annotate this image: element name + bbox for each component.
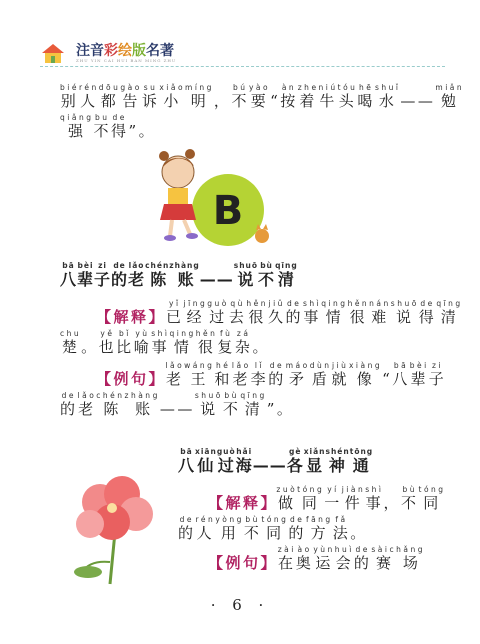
hanzi-char: 要yào	[248, 83, 271, 110]
hanzi-char: 情qing	[169, 329, 196, 356]
pinyin	[382, 361, 392, 370]
hanzi-char: 说shuō	[390, 299, 419, 326]
hanzi-char: ，	[214, 92, 232, 110]
pinyin: zá	[234, 329, 253, 338]
hanzi-char: 和hé	[214, 361, 232, 388]
hanzi-char: 很hěn	[347, 299, 370, 326]
hanzi-char: 方fāng	[305, 515, 333, 542]
hanzi-char: 很hěn	[195, 329, 218, 356]
pinyin: zuò	[276, 485, 298, 494]
idiom-1-title	[60, 262, 298, 295]
hanzi-char: 海hǎi	[235, 447, 253, 475]
example-label: 【例句】	[208, 554, 279, 572]
header-divider	[40, 66, 445, 67]
hanzi-char: 陈账chénzhàng	[96, 391, 160, 418]
pinyin: qing	[321, 299, 348, 308]
pinyin: yòng	[215, 515, 244, 524]
pinyin: gào	[120, 83, 142, 92]
hanzi-char: 。	[350, 524, 368, 542]
hanzi-char: 事shì	[302, 299, 322, 326]
pinyin: bù	[222, 391, 241, 400]
hanzi-char: 得de	[418, 299, 437, 326]
hanzi-char: 老lǎo	[165, 361, 185, 388]
pinyin: máo	[285, 361, 310, 370]
idiom-2-example-line-1	[208, 546, 425, 578]
hanzi-char: 仙xiān	[195, 447, 217, 475]
pinyin: jiàn	[341, 485, 366, 494]
pinyin: niú	[318, 83, 338, 92]
hanzi-char: 情qing	[321, 299, 348, 326]
pinyin: hē	[357, 83, 375, 92]
hanzi-char: 喝hē	[357, 83, 375, 110]
pinyin: shuō	[390, 299, 419, 308]
pinyin: bù	[400, 485, 419, 494]
hanzi-char: 老lǎo	[231, 361, 251, 388]
page-number: · 6 ·	[210, 596, 270, 614]
hanzi-char: 老lǎo	[128, 261, 146, 289]
pinyin: fù	[217, 329, 235, 338]
pinyin: lǎo	[77, 391, 97, 400]
pinyin: bu	[93, 113, 111, 122]
pinyin: nán	[369, 299, 391, 308]
hanzi-char: 得de	[110, 113, 129, 140]
hanzi-char: 清qīng	[240, 391, 267, 418]
pinyin: zài	[277, 545, 296, 554]
pinyin: bǐ	[116, 329, 134, 338]
hanzi-char: 同tóng	[418, 485, 446, 512]
pinyin	[267, 391, 295, 400]
hanzi-char: 盾dùn	[309, 361, 332, 388]
hanzi-char: 奥ào	[295, 545, 314, 572]
hanzi-char: 不bú	[231, 83, 249, 110]
hanzi-char: 就jiù	[331, 361, 349, 388]
hanzi-char: ”。	[267, 400, 295, 418]
hanzi-char: 在zài	[277, 545, 296, 572]
hanzi-char: 很hěn	[246, 299, 268, 326]
hanzi-char: 别bié	[60, 83, 79, 110]
pinyin: wáng	[184, 361, 215, 370]
pinyin	[214, 83, 232, 92]
pinyin: qiǎng	[60, 113, 94, 122]
hanzi-char: 经jīng	[183, 299, 208, 326]
hanzi-char: 人rén	[195, 515, 216, 542]
pinyin: chénzhàng	[96, 391, 160, 400]
pinyin: zi	[94, 261, 112, 270]
hanzi-char: ——	[200, 270, 234, 289]
pinyin: ào	[295, 545, 314, 554]
definition-label: 【解释】	[208, 494, 279, 512]
pinyin: xiān	[195, 447, 217, 456]
hanzi-char: 矛máo	[285, 361, 310, 388]
pinyin: de	[178, 515, 196, 524]
hanzi-char: 清qīng	[436, 299, 463, 326]
hanzi-char: ——	[253, 456, 287, 475]
intro-line-1	[60, 84, 470, 116]
hanzi-char: 诉su	[141, 83, 160, 110]
hanzi-char: 已yǐ	[166, 299, 184, 326]
idiom-1-example-line-1	[96, 362, 446, 394]
hanzi-char: 强qiǎng	[60, 113, 94, 140]
hanzi-char: 小xiǎo	[159, 83, 186, 110]
hanzi-char: 赛场sàichǎng	[371, 545, 425, 572]
pinyin: qing	[169, 329, 196, 338]
hanzi-char: 牛niú	[318, 83, 338, 110]
pinyin	[383, 485, 401, 494]
pinyin: chu	[60, 329, 82, 338]
pinyin: bié	[60, 83, 79, 92]
pinyin	[81, 329, 99, 338]
pinyin: bā	[60, 261, 77, 270]
pinyin	[160, 391, 195, 400]
pinyin: bèi	[77, 261, 95, 270]
hanzi-char: 清qīng	[275, 261, 298, 289]
pinyin: yě	[98, 329, 117, 338]
pinyin: àn	[280, 83, 298, 92]
hanzi-char: 比bǐ	[116, 329, 134, 356]
hanzi-char: 八bā	[392, 361, 410, 388]
pinyin: bèi	[409, 361, 429, 370]
hanzi-char: 的de	[268, 361, 286, 388]
idiom-2-title	[178, 448, 373, 481]
hanzi-char: 同tóng	[297, 485, 325, 512]
pinyin	[400, 83, 435, 92]
series-subtitle: ZHU YIN CAI HUI BAN MING ZHU	[76, 58, 177, 63]
hanzi-char: 不bù	[400, 485, 419, 512]
pinyin: zhe	[297, 83, 319, 92]
hanzi-char: 复fù	[217, 329, 235, 356]
hanzi-char: 不bù	[258, 261, 276, 289]
hanzi-char: 陈账chénzhàng	[145, 261, 200, 289]
hanzi-char: 的de	[285, 299, 303, 326]
hanzi-char: 用yòng	[215, 515, 244, 542]
pinyin: jiǔ	[267, 299, 286, 308]
pinyin: qīng	[240, 391, 267, 400]
hanzi-char: 过guò	[216, 447, 236, 475]
pinyin	[128, 113, 156, 122]
pinyin: de	[353, 545, 372, 554]
pinyin: shì	[302, 299, 322, 308]
pinyin: huì	[334, 545, 354, 554]
badge-letter-b: B	[212, 188, 244, 234]
pinyin: chénzhàng	[145, 261, 200, 270]
pinyin: de	[268, 361, 286, 370]
pinyin: bā	[392, 361, 410, 370]
pinyin: hěn	[195, 329, 218, 338]
pinyin: tóng	[261, 515, 289, 524]
hanzi-char: “	[382, 370, 392, 388]
pinyin	[350, 515, 368, 524]
hanzi-char: 八bā	[60, 261, 78, 289]
hanzi-char: 子zi	[428, 361, 447, 388]
pinyin: bú	[231, 83, 249, 92]
girl-letter-b-illustration	[150, 148, 280, 250]
hanzi-char: 喻yù	[133, 329, 152, 356]
hanzi-char: 也yě	[98, 329, 117, 356]
hanzi-char: 。	[252, 338, 270, 356]
hanzi-char: 难nán	[369, 299, 391, 326]
hanzi-char: 不bù	[222, 391, 241, 418]
pinyin: bā	[178, 447, 195, 456]
idiom-1-definition-line-1	[96, 300, 463, 332]
pinyin: shuō	[233, 261, 259, 270]
hanzi-char: 水shuǐ	[374, 83, 401, 110]
hanzi-char: 法fǎ	[332, 515, 351, 542]
definition-label: 【解释】	[96, 308, 167, 326]
hanzi-char: 久jiǔ	[267, 299, 286, 326]
hanzi-char: 头tóu	[337, 83, 358, 110]
hanzi-char: 楚chu	[60, 329, 82, 356]
red-flower-illustration	[60, 472, 170, 587]
hanzi-char: 明míng	[185, 83, 214, 110]
idiom-2-definition-line-2	[178, 516, 368, 548]
pinyin: yùn	[313, 545, 335, 554]
pinyin: fāng	[305, 515, 333, 524]
hanzi-char: 不bu	[93, 113, 111, 140]
hanzi-char: 的de	[178, 515, 196, 542]
hanzi-char: 王wáng	[184, 361, 215, 388]
example-label: 【例句】	[96, 370, 167, 388]
hanzi-char: 的de	[111, 261, 129, 289]
hanzi-char: ，	[383, 494, 401, 512]
pinyin: lǐ	[250, 361, 269, 370]
hanzi-char: 同tóng	[261, 515, 289, 542]
hanzi-char: 各gè	[286, 447, 304, 475]
pinyin: tóng	[297, 485, 325, 494]
pinyin: xiǎn	[303, 447, 326, 456]
hanzi-char: 不bù	[243, 515, 262, 542]
hanzi-char: 。	[81, 338, 99, 356]
pinyin: de	[111, 261, 129, 270]
pinyin: guò	[216, 447, 236, 456]
pinyin: dōu	[98, 83, 121, 92]
hanzi-char: 运yùn	[313, 545, 335, 572]
hanzi-char: 的de	[353, 545, 372, 572]
pinyin: de	[288, 515, 306, 524]
pinyin: fǎ	[332, 515, 351, 524]
pinyin: de	[418, 299, 437, 308]
pinyin: dùn	[309, 361, 332, 370]
pinyin: jīng	[183, 299, 208, 308]
pinyin: qīng	[436, 299, 463, 308]
pinyin	[252, 329, 270, 338]
pinyin: zi	[428, 361, 447, 370]
pinyin: miǎn	[435, 83, 465, 92]
hanzi-char: 的de	[60, 391, 78, 418]
hanzi-char: “	[270, 92, 280, 110]
hanzi-char: 神通shéntōng	[325, 447, 374, 475]
hanzi-char: 会huì	[334, 545, 354, 572]
hanzi-char: ——	[400, 92, 435, 110]
pinyin: de	[110, 113, 129, 122]
hanzi-char: 说shuō	[194, 391, 223, 418]
pinyin: lǎo	[128, 261, 146, 270]
pinyin: hěn	[246, 299, 268, 308]
pinyin: rén	[195, 515, 216, 524]
hanzi-char: 告gào	[120, 83, 142, 110]
pinyin: jiù	[331, 361, 349, 370]
pinyin: shuō	[194, 391, 223, 400]
hanzi-char: 着zhe	[297, 83, 319, 110]
pinyin: de	[60, 391, 78, 400]
pinyin: yí	[324, 485, 342, 494]
hanzi-char: 杂zá	[234, 329, 253, 356]
hanzi-char: 事shì	[365, 485, 384, 512]
hanzi-char: 老lǎo	[77, 391, 97, 418]
intro-line-2	[60, 114, 156, 146]
pinyin: yào	[248, 83, 271, 92]
pinyin: bù	[243, 515, 262, 524]
idiom-1-example-line-2	[60, 392, 294, 424]
pinyin: sàichǎng	[371, 545, 425, 554]
hanzi-char: 过guò	[207, 299, 229, 326]
idiom-1-definition-line-2	[60, 330, 270, 362]
pinyin: tóu	[337, 83, 358, 92]
pinyin: yǐ	[166, 299, 184, 308]
pinyin: de	[285, 299, 303, 308]
pinyin	[200, 261, 234, 270]
pinyin: shéntōng	[325, 447, 374, 456]
hanzi-char: 的de	[288, 515, 306, 542]
hanzi-char: 显xiǎn	[303, 447, 326, 475]
pinyin: guò	[207, 299, 229, 308]
hanzi-char: 李lǐ	[250, 361, 269, 388]
pinyin: hěn	[347, 299, 370, 308]
hanzi-char: 辈bèi	[409, 361, 429, 388]
hanzi-char: 事shì	[151, 329, 170, 356]
pinyin: lǎo	[165, 361, 185, 370]
pinyin: xiǎo	[159, 83, 186, 92]
hanzi-char: 件jiàn	[341, 485, 366, 512]
hanzi-char: 勉miǎn	[435, 83, 465, 110]
pinyin: qīng	[275, 261, 298, 270]
hanzi-char: ——	[160, 400, 195, 418]
hanzi-char: 像xiàng	[348, 361, 383, 388]
pinyin: tóng	[418, 485, 446, 494]
house-logo-icon	[40, 42, 66, 64]
hanzi-char: 去qù	[228, 299, 247, 326]
pinyin	[253, 447, 287, 456]
pinyin: shuǐ	[374, 83, 401, 92]
hanzi-char: 说shuō	[233, 261, 259, 289]
hanzi-char: 按àn	[280, 83, 298, 110]
hanzi-char: 一yí	[324, 485, 342, 512]
hanzi-char: ”。	[128, 122, 156, 140]
pinyin: xiàng	[348, 361, 383, 370]
pinyin: su	[141, 83, 160, 92]
pinyin: qù	[228, 299, 247, 308]
hanzi-char: 辈bèi	[77, 261, 95, 289]
pinyin: míng	[185, 83, 214, 92]
pinyin	[270, 83, 280, 92]
hanzi-char: 做zuò	[276, 485, 298, 512]
pinyin: yù	[133, 329, 152, 338]
pinyin: shì	[365, 485, 384, 494]
pinyin: hé	[214, 361, 232, 370]
idiom-2-definition-line-1	[208, 486, 446, 518]
pinyin: gè	[286, 447, 304, 456]
pinyin: bù	[258, 261, 276, 270]
pinyin: rén	[78, 83, 99, 92]
hanzi-char: 人rén	[78, 83, 99, 110]
series-title: 注音彩绘版名著	[76, 43, 174, 59]
hanzi-char: 八bā	[178, 447, 196, 475]
hanzi-char: 子zi	[94, 261, 112, 289]
pinyin: hǎi	[235, 447, 253, 456]
hanzi-char: 都dōu	[98, 83, 121, 110]
pinyin: shì	[151, 329, 170, 338]
pinyin: lǎo	[231, 361, 251, 370]
